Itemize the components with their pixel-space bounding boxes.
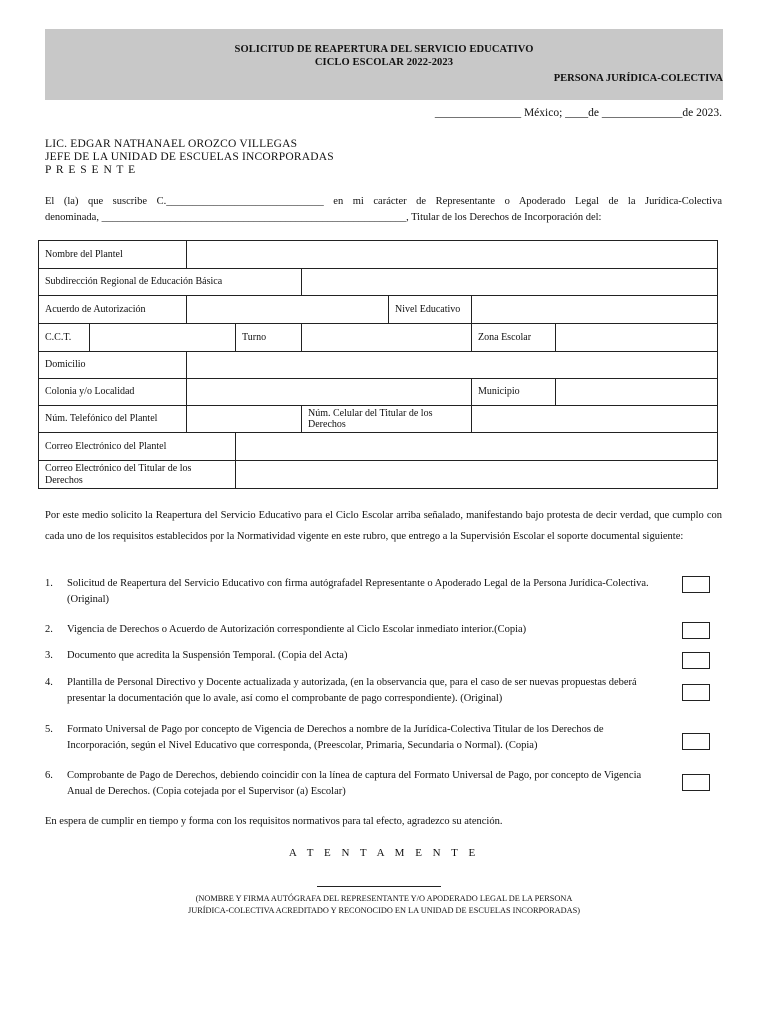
- table-row: [39, 241, 718, 269]
- addressee-name: LIC. EDGAR NATHANAEL OROZCO VILLEGAS: [45, 138, 298, 150]
- acuerdo-field[interactable]: [187, 296, 389, 324]
- table-row: [39, 269, 718, 296]
- intro-paragraph: Por este medio solicito la Reapertura del Servicio Educativo para el Ciclo Escolar arriba señalado, manifestando bajo protesta de decir verdad, que cumplo con cada uno de los requisitos establecidos por la Normatividad vigente en este rubro, que entrego a la Supervisión Escolar el soporte documental siguiente:: [45, 510, 722, 542]
- nombre-plantel-field[interactable]: [187, 241, 718, 269]
- atentamente-label: A T E N T A M E N T E: [288, 847, 480, 859]
- telefono-label: Núm. Telefónico del Plantel: [39, 406, 187, 433]
- requirement-item: [45, 622, 655, 638]
- requirement-checkbox[interactable]: [682, 733, 710, 750]
- table-row: [39, 406, 718, 433]
- requirement-checkbox[interactable]: [682, 774, 710, 791]
- nivel-field[interactable]: [472, 296, 718, 324]
- form-title: SOLICITUD DE REAPERTURA DEL SERVICIO EDUCATIVO: [234, 44, 534, 55]
- persona-type: PERSONA JURÍDICA-COLECTIVA: [553, 73, 723, 84]
- table-row: [39, 461, 718, 489]
- nivel-label: Nivel Educativo: [389, 296, 472, 324]
- table-row: [39, 296, 718, 324]
- celular-field[interactable]: [472, 406, 718, 433]
- requirement-checkbox[interactable]: [682, 576, 710, 593]
- correo-plantel-field[interactable]: [236, 433, 718, 461]
- school-cycle: CICLO ESCOLAR 2022-2023: [314, 57, 454, 68]
- nombre-plantel-label: Nombre del Plantel: [39, 241, 187, 269]
- correo-titular-label: Correo Electrónico del Titular de los Derechos: [39, 461, 236, 489]
- requirement-number: 5.: [45, 724, 53, 735]
- closing-text: En espera de cumplir en tiempo y forma con los requisitos normativos para tal efecto, agradezco su atención.: [45, 816, 503, 827]
- subdireccion-field[interactable]: [302, 269, 718, 296]
- cct-label: C.C.T.: [39, 324, 90, 352]
- table-row: [39, 379, 718, 406]
- colonia-label: Colonia y/o Localidad: [39, 379, 187, 406]
- acuerdo-label: Acuerdo de Autorización: [39, 296, 187, 324]
- telefono-field[interactable]: [187, 406, 302, 433]
- requirement-text: Vigencia de Derechos o Acuerdo de Autorización correspondiente al Ciclo Escolar inmediato interior.(Copia): [67, 624, 527, 635]
- requirement-number: 1.: [45, 578, 53, 589]
- municipio-label: Municipio: [472, 379, 556, 406]
- table-row: [39, 352, 718, 379]
- correo-plantel-label: Correo Electrónico del Plantel: [39, 433, 236, 461]
- requirement-checkbox[interactable]: [682, 622, 710, 639]
- requirement-item: [45, 648, 655, 664]
- requirement-item: [45, 675, 655, 707]
- table-row: [39, 433, 718, 461]
- zona-field[interactable]: [556, 324, 718, 352]
- subdireccion-label: Subdirección Regional de Educación Básica: [39, 269, 302, 296]
- requirement-number: 6.: [45, 770, 53, 781]
- table-row: [39, 324, 718, 352]
- addressee-position: JEFE DE LA UNIDAD DE ESCUELAS INCORPORADAS: [45, 151, 334, 163]
- celular-label: Núm. Celular del Titular de los Derechos: [302, 406, 472, 433]
- requirement-number: 2.: [45, 624, 53, 635]
- domicilio-label: Domicilio: [39, 352, 187, 379]
- colonia-field[interactable]: [187, 379, 472, 406]
- requirement-number: 4.: [45, 677, 53, 688]
- requirement-text: Solicitud de Reapertura del Servicio Educativo con firma autógrafadel Representante o Apoderado Legal de la Persona Jurídica-Colectiva. (Original): [67, 578, 649, 605]
- signature-caption-line-2: JURÍDICA-COLECTIVA ACREDITADO Y RECONOCIDO EN LA UNIDAD DE ESCUELAS INCORPORADAS): [188, 906, 580, 915]
- turno-label: Turno: [236, 324, 302, 352]
- school-data-table: [38, 240, 718, 489]
- requirement-number: 3.: [45, 650, 53, 661]
- zona-label: Zona Escolar: [472, 324, 556, 352]
- turno-field[interactable]: [302, 324, 472, 352]
- cct-field[interactable]: [90, 324, 236, 352]
- requirement-item: [45, 576, 655, 608]
- signature-caption-line-1: (NOMBRE Y FIRMA AUTÓGRAFA DEL REPRESENTANTE Y/O APODERADO LEGAL DE LA PERSONA: [195, 894, 573, 903]
- requirement-text: Formato Universal de Pago por concepto de Vigencia de Derechos a nombre de la Jurídica-Colectiva Titular de los Derechos de Incorporación, según el Nivel Educativo que corresponda, (Preescolar, Primaria, Secundaria o Normal). (Copia): [67, 724, 604, 751]
- declaration-line-1[interactable]: El (la) que suscribe C.______________________________ en mi carácter de Representante o Apoderado Legal de la Jurídica-Colectiva: [45, 196, 722, 207]
- header-band: [45, 29, 723, 100]
- date-line[interactable]: _______________ México; ____de ______________de 2023.: [434, 107, 722, 119]
- declaration-line-2[interactable]: denominada, __________________________________________________________, Titular de los Derechos de Incorporación del:: [45, 212, 602, 223]
- correo-titular-field[interactable]: [236, 461, 718, 489]
- requirement-item: [45, 722, 655, 754]
- presente-label: P R E S E N T E: [45, 164, 137, 176]
- requirement-text: Plantilla de Personal Directivo y Docente actualizada y autorizada, (en la observancia que, para el caso de ser nuevas propuestas deberá presentar la documentación que lo avale, así como el comprobante de pago correspondiente). (Original): [67, 677, 637, 704]
- requirement-text: Documento que acredita la Suspensión Temporal. (Copia del Acta): [67, 650, 348, 661]
- requirement-checkbox[interactable]: [682, 652, 710, 669]
- domicilio-field[interactable]: [187, 352, 718, 379]
- requirement-checkbox[interactable]: [682, 684, 710, 701]
- requirement-item: [45, 768, 655, 800]
- requirement-text: Comprobante de Pago de Derechos, debiendo coincidir con la línea de captura del Formato Universal de Pago, por concepto de Vigencia Anual de Derechos. (Copia cotejada por el Supervisor (a) Escolar): [67, 770, 642, 797]
- municipio-field[interactable]: [556, 379, 718, 406]
- signature-line[interactable]: [317, 886, 441, 887]
